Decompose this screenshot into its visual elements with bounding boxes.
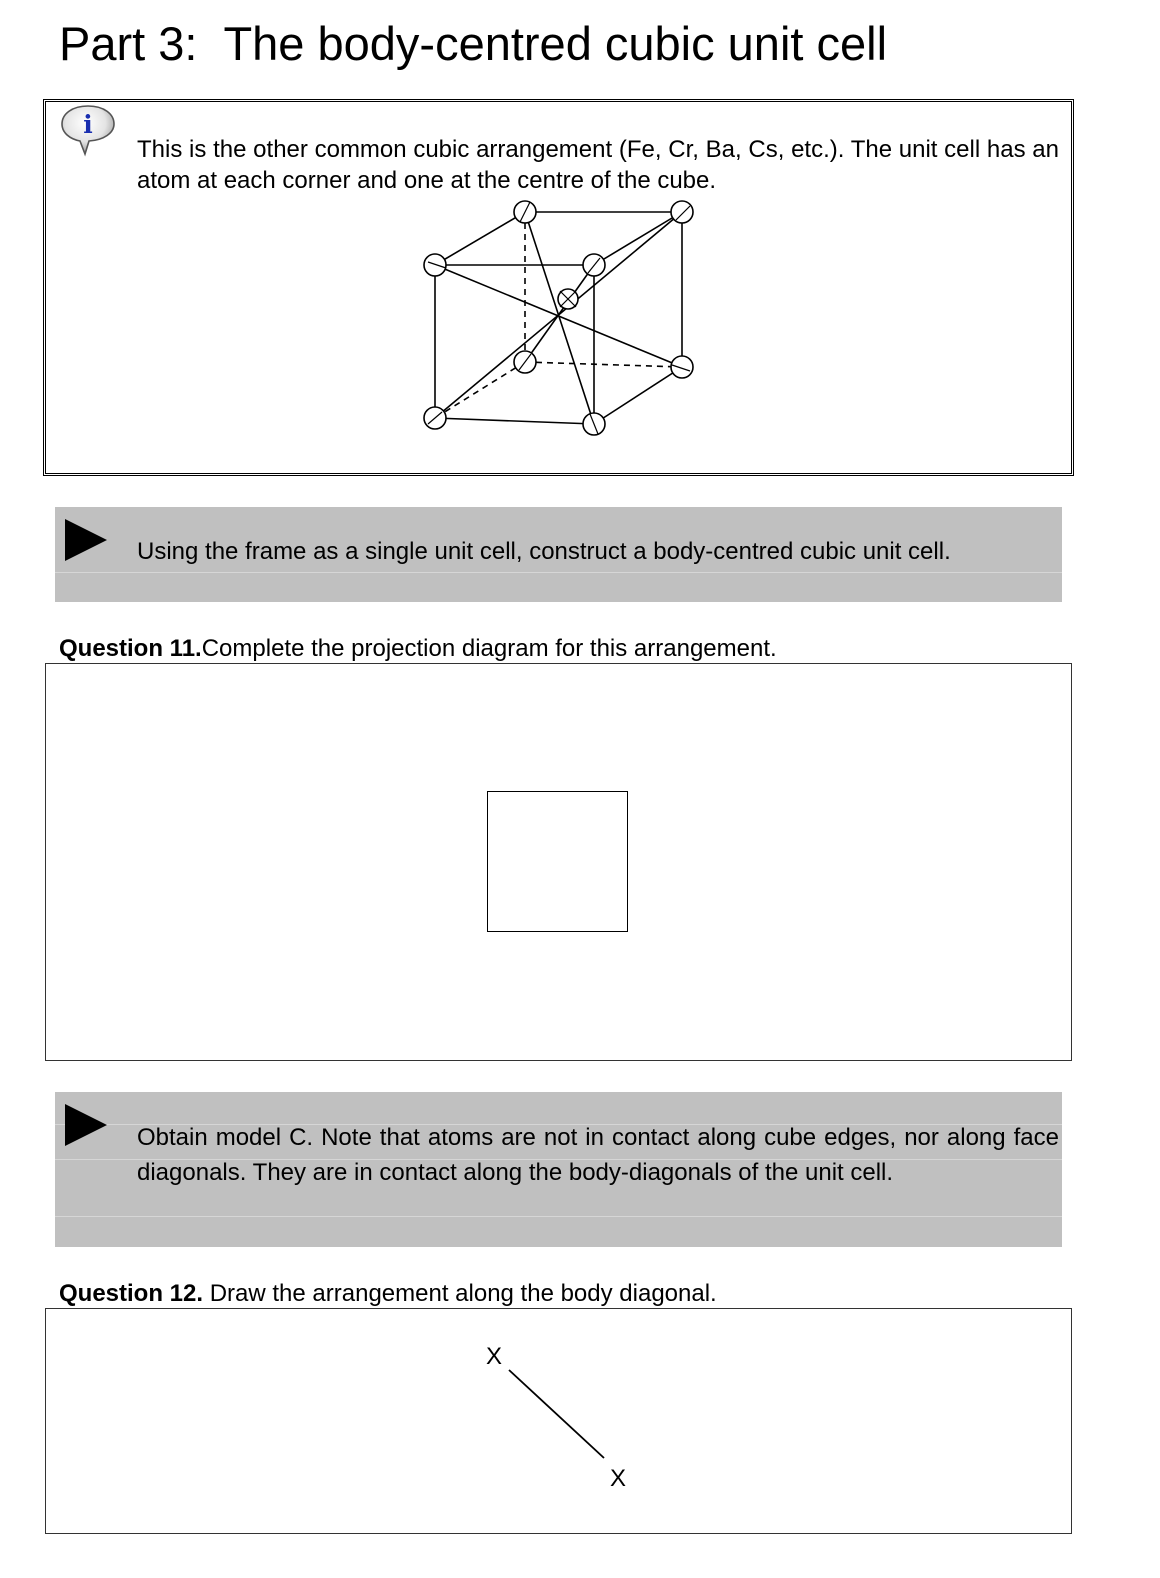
corner-atom xyxy=(671,356,693,378)
question-12 xyxy=(59,1279,717,1309)
diagonal-marker-top: X xyxy=(486,1343,503,1370)
page-title xyxy=(59,14,887,74)
question-11-text: Complete the projection diagram for this arrangement. xyxy=(201,635,777,662)
title-text: The body-centred cubic unit cell xyxy=(223,17,888,70)
instruction-text-1: Using the frame as a single unit cell, construct a body-centred cubic unit cell. xyxy=(137,538,951,565)
cube-edge xyxy=(594,212,682,265)
info-icon xyxy=(59,103,119,163)
diagonal-marker-bottom: X xyxy=(610,1465,627,1492)
bcc-unit-cell-diagram xyxy=(414,192,704,442)
body-diagonal xyxy=(525,265,594,362)
cube-edge xyxy=(435,212,525,265)
body-diagonal xyxy=(525,212,594,424)
question-11 xyxy=(59,634,777,664)
hidden-edge xyxy=(525,362,682,367)
instruction-text-2: Obtain model C. Note that atoms are not in contact along cube edges, nor along face diagonals. They are in contact along the body-diagonals of the unit cell. xyxy=(137,1124,1059,1186)
part-number: Part 3: xyxy=(59,17,198,70)
svg-text:i: i xyxy=(83,110,93,139)
hidden-edge xyxy=(435,362,525,418)
question-12-label: Question 12. xyxy=(59,1280,204,1307)
question-11-label: Question 11. xyxy=(59,635,202,662)
play-arrow-icon xyxy=(65,1104,107,1146)
info-text: This is the other common cubic arrangement (Fe, Cr, Ba, Cs, etc.). The unit cell has an atom at each corner and one at the centre of the cube. xyxy=(137,136,1059,194)
corner-atom xyxy=(424,254,446,276)
cube-edge xyxy=(435,418,594,424)
corner-atom xyxy=(671,201,693,223)
play-arrow-icon xyxy=(65,519,107,561)
question-12-text: Draw the arrangement along the body diagonal. xyxy=(203,1280,717,1307)
projection-square xyxy=(487,791,628,932)
cube-edge xyxy=(594,367,682,424)
